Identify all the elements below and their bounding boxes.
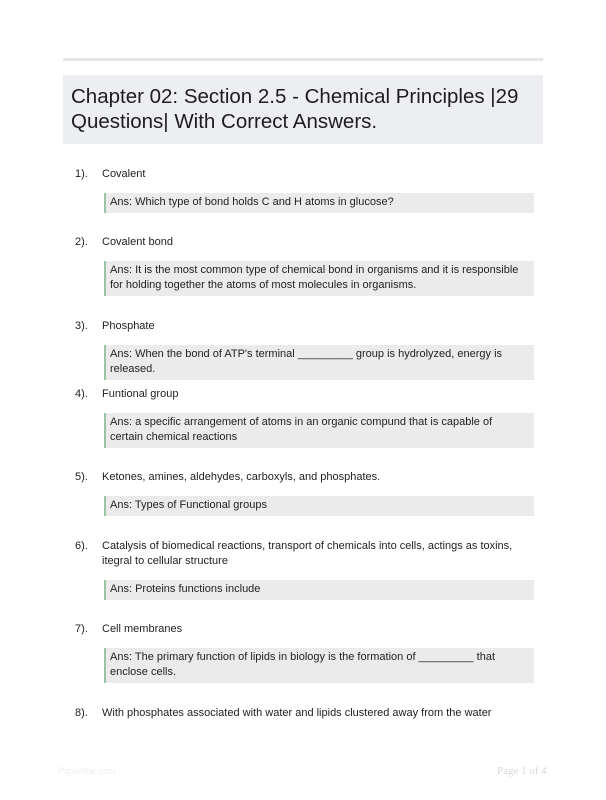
answer-box: Ans: The primary function of lipids in biology is the formation of _________ that enclose cells. (104, 648, 534, 683)
question-number: 5). (75, 471, 88, 483)
answer-box: Ans: Types of Functional groups (104, 496, 534, 516)
question-number: 8). (75, 707, 88, 719)
question-text: Covalent (102, 168, 146, 180)
question-number: 1). (75, 168, 88, 180)
answer-box: Ans: a specific arrangement of atoms in an organic compund that is capable of certain chemical reactions (104, 413, 534, 448)
question-number: 6). (75, 540, 88, 552)
question-text: Catalysis of biomedical reactions, transport of chemicals into cells, actings as toxins, itegral to cellular structure (102, 540, 513, 567)
top-divider (63, 58, 543, 61)
question-text: Cell membranes (102, 623, 183, 635)
answer-box: Ans: Which type of bond holds C and H atoms in glucose? (104, 193, 534, 213)
question-number: 4). (75, 388, 88, 400)
question-number: 3). (75, 320, 88, 332)
footer-watermark: Paperlibe.com (58, 766, 116, 776)
question-text: With phosphates associated with water and lipids clustered away from the water (102, 707, 492, 719)
answer-box: Ans: It is the most common type of chemical bond in organisms and it is responsible for holding together the atoms of most molecules in organisms. (104, 261, 534, 296)
answer-box: Ans: When the bond of ATP's terminal _________ group is hydrolyzed, energy is released. (104, 345, 534, 380)
question-text: Funtional group (102, 388, 179, 400)
question-number: 7). (75, 623, 88, 635)
question-text: Covalent bond (102, 236, 173, 248)
title-banner (63, 75, 543, 144)
question-text: Phosphate (102, 320, 155, 332)
question-text: Ketones, amines, aldehydes, carboxyls, and phosphates. (102, 471, 381, 483)
answer-box: Ans: Proteins functions include (104, 580, 534, 600)
page-indicator: Page 1 of 4 (497, 765, 547, 777)
question-number: 2). (75, 236, 88, 248)
page-title: Chapter 02: Section 2.5 - Chemical Principles |29 Questions| With Correct Answers. (71, 85, 519, 133)
